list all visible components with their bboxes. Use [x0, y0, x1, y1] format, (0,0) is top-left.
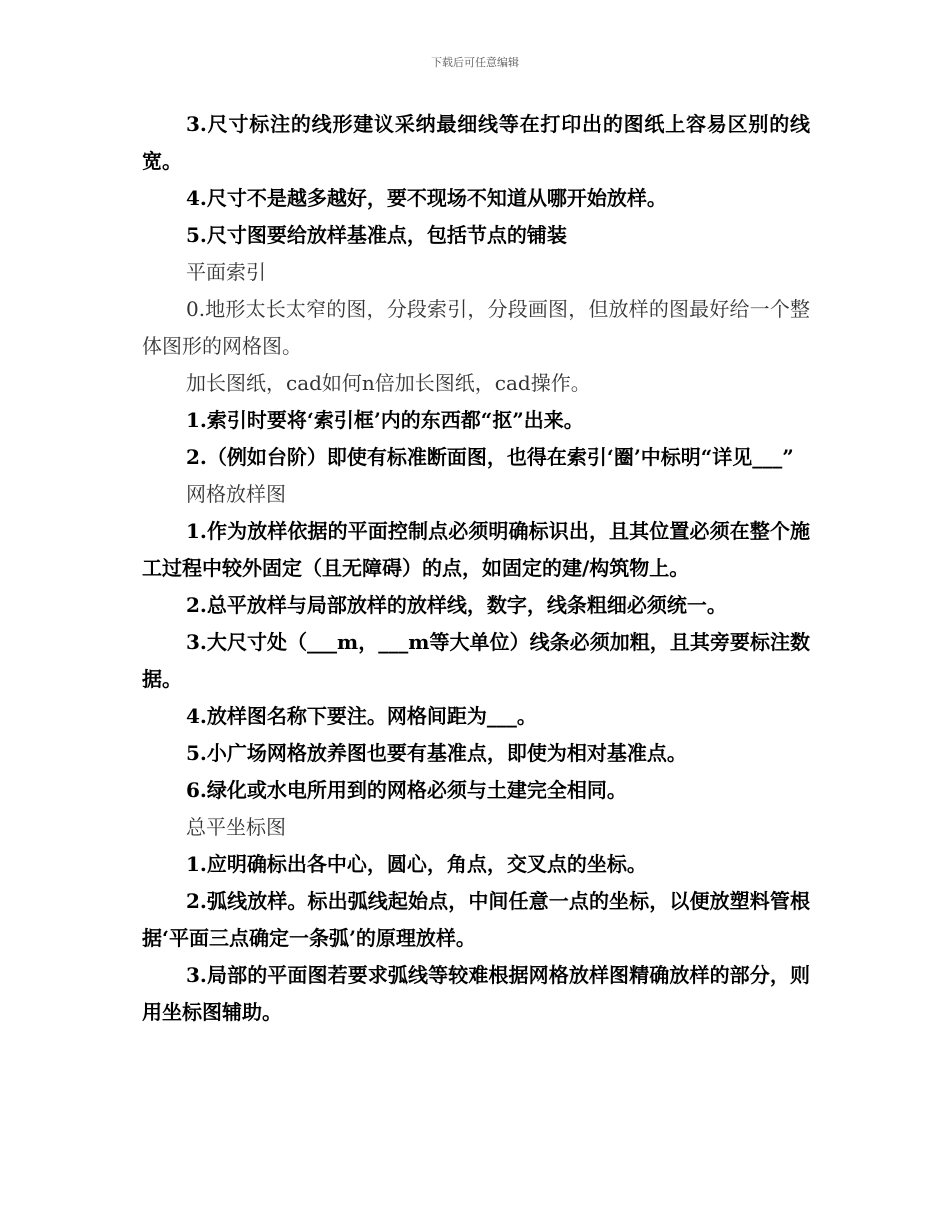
document-body — [142, 106, 810, 1031]
paragraph-grid-identical: 6.绿化或水电所用到的网格必须与土建完全相同。 — [186, 778, 627, 802]
paragraph-segmented-index: 0.地形太长太窄的图，分段索引，分段画图，但放样的图最好给一个整体图形的网格图。 — [142, 297, 810, 358]
paragraph-coordinate-assist: 3.局部的平面图若要求弧线等较难根据网格放样图精确放样的部分，则用坐标图辅助。 — [142, 963, 810, 1024]
paragraph-cad-extension: 加长图纸，cad如何n倍加长图纸，cad操作。 — [186, 371, 591, 395]
paragraph-index-circle: 2.（例如台阶）即使有标准断面图，也得在索引‘圈’中标明“详见___” — [186, 445, 794, 469]
paragraph-coordinate-points: 1.应明确标出各中心，圆心，角点，交叉点的坐标。 — [186, 852, 647, 876]
section-heading-grid-layout: 网格放样图 — [186, 482, 286, 506]
paragraph-dimension-linetype: 3.尺寸标注的线形建议采纳最细线等在打印出的图纸上容易区别的线宽。 — [142, 112, 810, 173]
paragraph-plaza-datum: 5.小广场网格放养图也要有基准点，即使为相对基准点。 — [186, 741, 687, 765]
paragraph-grid-spacing: 4.放样图名称下要注。网格间距为___。 — [186, 704, 537, 728]
paragraph-index-frame: 1.索引时要将‘索引框’内的东西都“抠”出来。 — [186, 408, 584, 432]
paragraph-arc-layout: 2.弧线放样。标出弧线起始点，中间任意一点的坐标，以便放塑料管根据‘平面三点确定一条弧’的原理放样。 — [142, 889, 810, 950]
paragraph-dimension-datum: 5.尺寸图要给放样基准点，包括节点的铺装 — [186, 223, 567, 247]
section-heading-coordinate-plan: 总平坐标图 — [186, 815, 286, 839]
paragraph-large-dimension: 3.大尺寸处（___m，___m等大单位）线条必须加粗，且其旁要标注数据。 — [142, 630, 810, 691]
paragraph-dimension-quantity: 4.尺寸不是越多越好，要不现场不知道从哪开始放样。 — [186, 186, 667, 210]
paragraph-control-points: 1.作为放样依据的平面控制点必须明确标识出，且其位置必须在整个施工过程中较外固定（且无障碍）的点，如固定的建/构筑物上。 — [142, 519, 810, 580]
section-heading-plan-index: 平面索引 — [186, 260, 266, 284]
paragraph-layout-consistency: 2.总平放样与局部放样的放样线，数字，线条粗细必须统一。 — [186, 593, 727, 617]
page-header: 下载后可任意编辑 — [431, 56, 519, 69]
